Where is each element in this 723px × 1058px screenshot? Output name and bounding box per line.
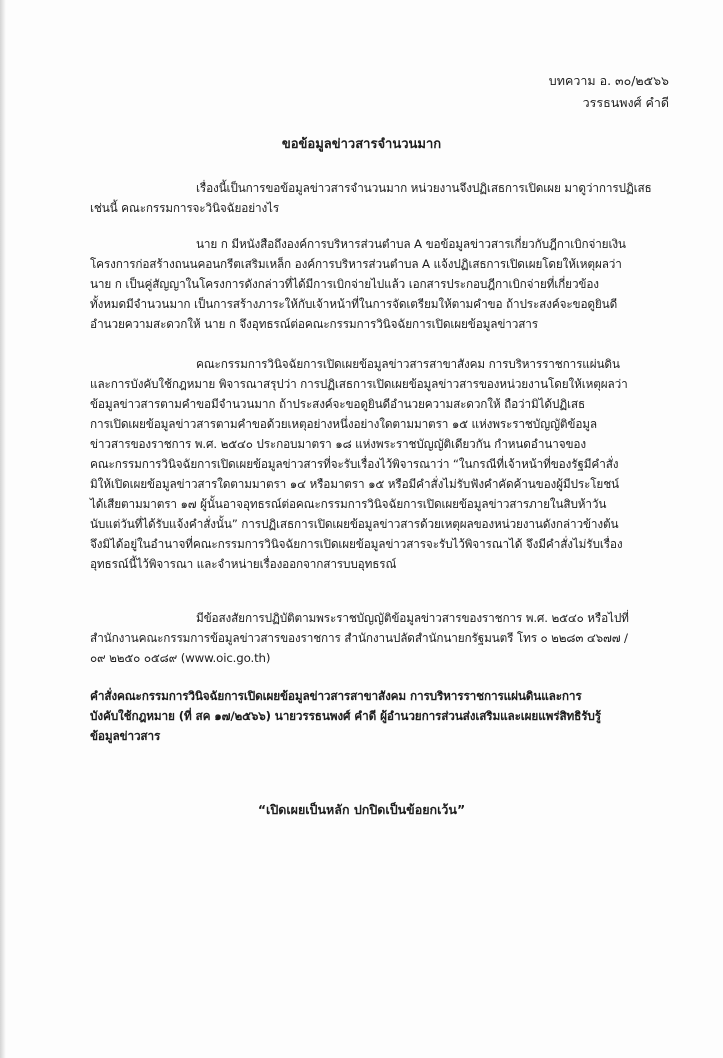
paragraph-line: นาย ก เป็นคู่สัญญาในโครงการดังกล่าวที่ได้มีการเบิกจ่ายไปแล้ว เอกสารประกอบฎีกาเบิกจ่ายที่เกี่ยวข้อง	[90, 277, 599, 291]
page-edge-shadow	[0, 0, 6, 1058]
paragraph-line: อุทธรณ์นี้ไว้พิจารณา และจำหน่ายเรื่องออกจากสารบบอุทธรณ์	[90, 557, 397, 571]
paragraph-line: นับแต่วันที่ได้รับแจ้งคำสั่งนั้น” การปฏิเสธการเปิดเผยข้อมูลข่าวสารด้วยเหตุผลของหน่วยงานดังกล่าวข้างต้น	[90, 517, 619, 531]
article-title: ขอข้อมูลข่าวสารจำนวนมาก	[281, 137, 442, 152]
paragraph-line: มีข้อสงสัยการปฏิบัติตามพระราชบัญญัติข้อมูลข่าวสารของราชการ พ.ศ. ๒๕๔๐ หรือไปที่	[196, 611, 629, 625]
paragraph-line: คณะกรรมการวินิจฉัยการเปิดเผยข้อมูลข่าวสารที่จะรับเรื่องไว้พิจารณาว่า “ในกรณีที่เจ้าหน้าที่ของรัฐมีคำสั่ง	[90, 457, 619, 471]
article-number: บทความ อ. ๓๐/๒๕๖๖	[548, 73, 669, 88]
paragraph-line: ข้อมูลข่าวสาร	[90, 729, 161, 743]
paragraph-line: สำนักงานคณะกรรมการข้อมูลข่าวสารของราชการ สำนักงานปลัดสำนักนายกรัฐมนตรี โทร ๐ ๒๒๘๓ ๔๖๗๗ /	[90, 631, 628, 645]
paragraph-line: และการบังคับใช้กฎหมาย พิจารณาสรุปว่า การปฏิเสธการเปิดเผยข้อมูลข่าวสารของหน่วยงานโดยให้เหตุผลว่า	[90, 377, 628, 391]
paragraph-line: ๐๙ ๒๒๕๐ ๐๕๘๙ (www.oic.go.th)	[90, 651, 271, 665]
paragraph-line: การเปิดเผยข้อมูลข่าวสารตามคำขอด้วยเหตุอย่างหนึ่งอย่างใดตามมาตรา ๑๕ แห่งพระราชบัญญัติข้อมูล	[90, 417, 597, 431]
paragraph-line: โครงการก่อสร้างถนนคอนกรีตเสริมเหล็ก องค์การบริหารส่วนตำบล A แจ้งปฏิเสธการเปิดเผยโดยให้เหตุผลว่า	[90, 257, 622, 271]
paragraph-line: ข่าวสารของราชการ พ.ศ. ๒๕๔๐ ประกอบมาตรา ๑๘ แห่งพระราชบัญญัติเดียวกัน กำหนดอำนาจของ	[90, 437, 586, 451]
contact-paragraph	[90, 608, 680, 668]
paragraph-line: คณะกรรมการวินิจฉัยการเปิดเผยข้อมูลข่าวสารสาขาสังคม การบริหารราชการแผ่นดิน	[196, 357, 620, 371]
article-reference-header	[549, 70, 669, 114]
paragraph-line: ข้อมูลข่าวสารตามคำขอมีจำนวนมาก ถ้าประสงค์จะขอดูยินดีอำนวยความสะดวกให้ ถือว่ามิได้ปฏิเสธ	[90, 397, 586, 411]
paragraph-line: บังคับใช้กฎหมาย (ที่ สค ๑๗/๒๕๖๖) นายวรรธนพงศ์ คำดี ผู้อำนวยการส่วนส่งเสริมและเผยแพร่สิทธิรับรู้	[90, 709, 601, 723]
closing-slogan: “เปิดเผยเป็นหลัก ปกปิดเป็นข้อยกเว้น”	[257, 802, 466, 817]
facts-paragraph	[90, 234, 680, 334]
paragraph-line: อำนวยความสะดวกให้ นาย ก จึงอุทธรณ์ต่อคณะกรรมการวินิจฉัยการเปิดเผยข้อมูลข่าวสาร	[90, 317, 538, 331]
paragraph-line: ได้เสียตามมาตรา ๑๗ ผู้นั้นอาจอุทธรณ์ต่อคณะกรรมการวินิจฉัยการเปิดเผยข้อมูลข่าวสารภายในสิบห้าวัน	[90, 497, 607, 511]
paragraph-line: นาย ก มีหนังสือถึงองค์การบริหารส่วนตำบล A ขอข้อมูลข่าวสารเกี่ยวกับฎีกาเบิกจ่ายเงิน	[196, 237, 626, 251]
paragraph-line: มิให้เปิดเผยข้อมูลข่าวสารใดตามมาตรา ๑๔ หรือมาตรา ๑๕ หรือมีคำสั่งไม่รับฟังคำคัดค้านของผู้มีประโยชน์	[90, 477, 619, 491]
paragraph-line: เช่นนี้ คณะกรรมการจะวินิจฉัยอย่างไร	[90, 201, 280, 215]
paragraph-line: คำสั่งคณะกรรมการวินิจฉัยการเปิดเผยข้อมูลข่าวสารสาขาสังคม การบริหารราชการแผ่นดินและการ	[90, 689, 582, 703]
paragraph-line: ทั้งหมดมีจำนวนมาก เป็นการสร้างภาระให้กับเจ้าหน้าที่ในการจัดเตรียมให้ตามคำขอ ถ้าประสงค์จะขอดูยินดี	[90, 297, 618, 311]
paragraph-line: เรื่องนี้เป็นการขอข้อมูลข่าวสารจำนวนมาก หน่วยงานจึงปฏิเสธการเปิดเผย มาดูว่าการปฏิเสธ	[196, 181, 652, 195]
reference-paragraph	[90, 686, 680, 746]
question-paragraph	[90, 178, 680, 218]
paragraph-line: จึงมิได้อยู่ในอำนาจที่คณะกรรมการวินิจฉัยการเปิดเผยข้อมูลข่าวสารจะรับไว้พิจารณาได้ จึงมีคำสั่งไม่รับเรื่อง	[90, 537, 623, 551]
ruling-paragraph	[90, 354, 680, 574]
author-name: วรรธนพงศ์ คำดี	[582, 95, 669, 110]
